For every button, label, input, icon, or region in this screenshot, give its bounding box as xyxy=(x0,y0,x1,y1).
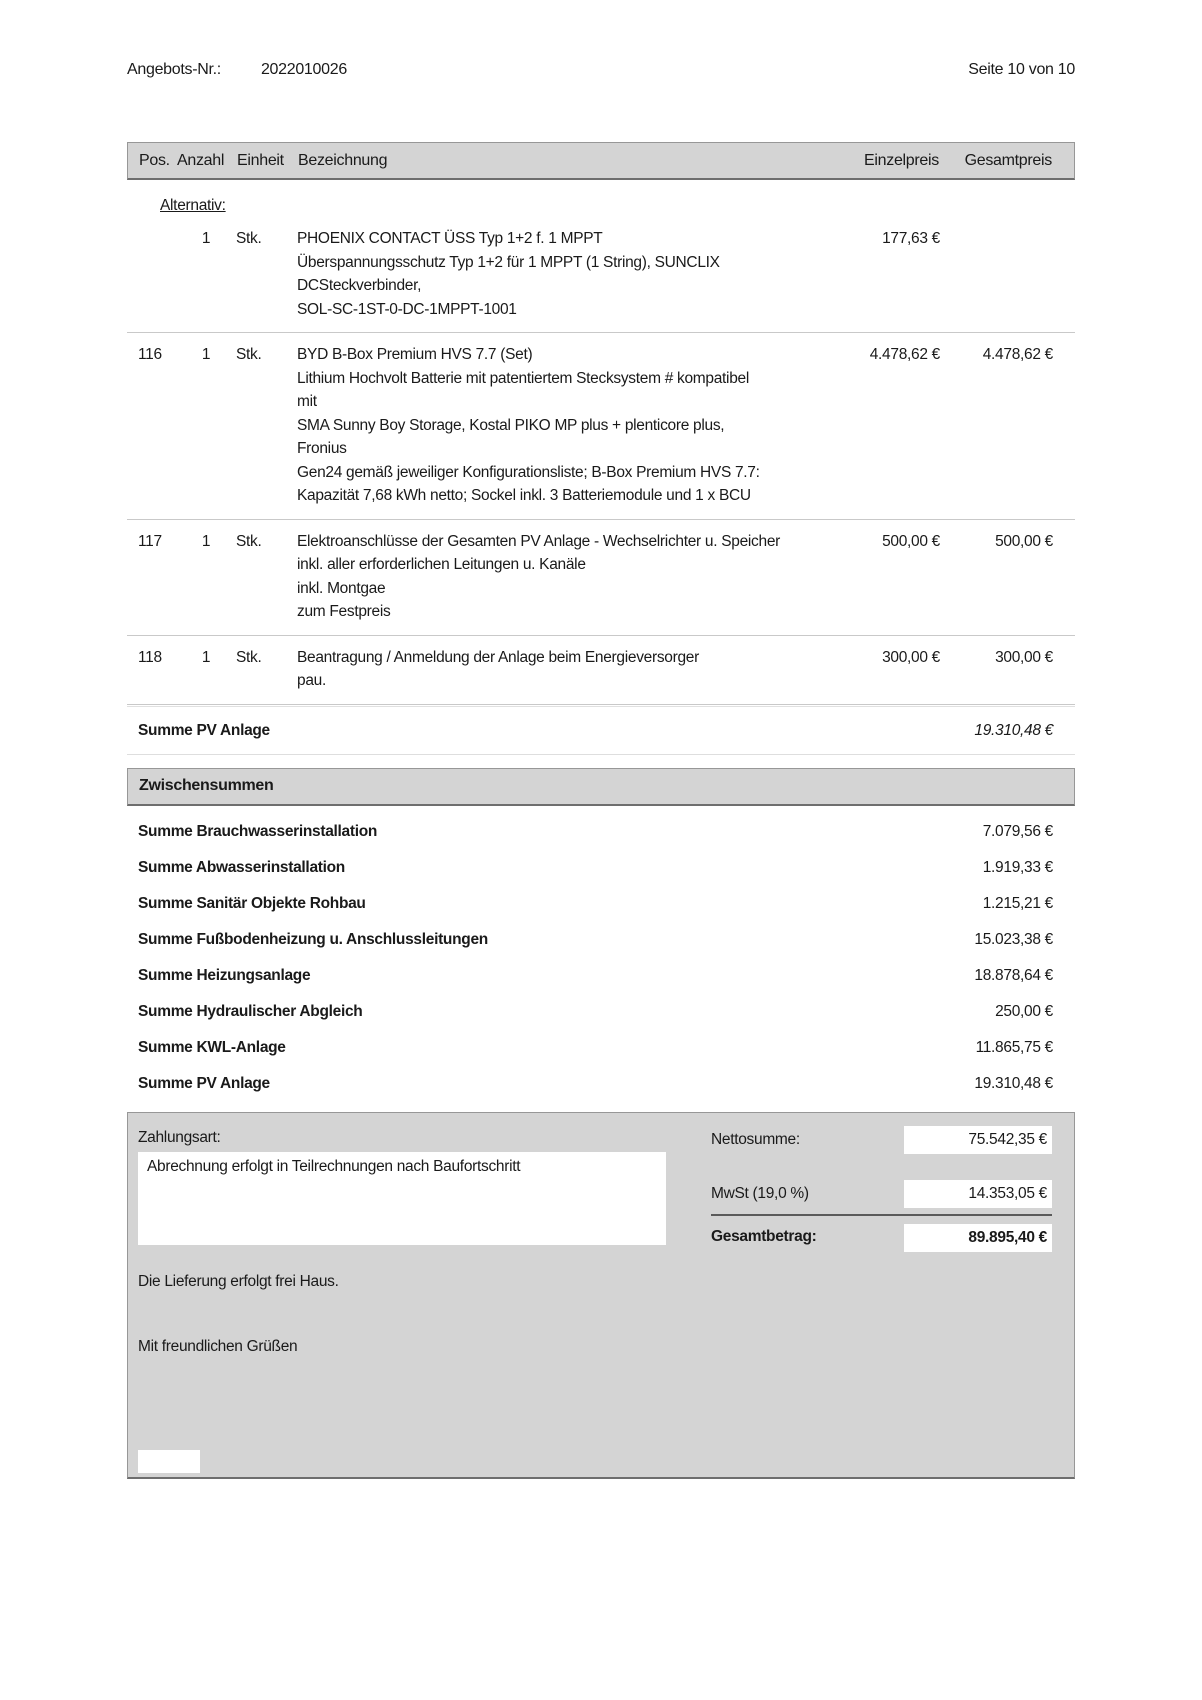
subtotal-value: 1.919,33 € xyxy=(982,858,1053,876)
subtotal-value: 19.310,48 € xyxy=(974,1074,1053,1092)
subtotal-label: Summe Sanitär Objekte Rohbau xyxy=(138,894,366,912)
gesamtbetrag-label: Gesamtbetrag: xyxy=(711,1227,817,1245)
item-einheit: Stk. xyxy=(236,230,262,247)
subtotal-label: Summe PV Anlage xyxy=(138,1074,270,1092)
table-row xyxy=(127,332,1075,519)
gesamtbetrag-field xyxy=(904,1224,1052,1252)
item-gesamtpreis xyxy=(940,227,1053,321)
item-anzahl: 1 xyxy=(201,648,211,666)
item-desc-line: Gen24 gemäß jeweiliger Konfigurationsliste; B-Box Premium HVS 7.7: xyxy=(297,463,760,481)
page-count-label: Seite 10 von 10 xyxy=(968,61,1075,78)
zahlungsart-text: Abrechnung erfolgt in Teilrechnungen nach Baufortschritt xyxy=(147,1157,521,1175)
item-title: BYD B-Box Premium HVS 7.7 (Set) xyxy=(297,346,533,363)
table-sum-label: Summe PV Anlage xyxy=(138,721,270,739)
subtotal-value: 1.215,21 € xyxy=(982,894,1053,912)
item-desc-line: Lithium Hochvolt Batterie mit patentiertem Stecksystem # kompatibel xyxy=(297,369,749,387)
subtotal-label: Summe Abwasserinstallation xyxy=(138,858,345,876)
table-sum-row xyxy=(127,707,1075,755)
payment-summary-box xyxy=(127,1112,1075,1479)
zwischensummen-title: Zwischensummen xyxy=(139,777,274,794)
angebot-number-label: Angebots-Nr.: xyxy=(127,61,221,78)
item-anzahl: 1 xyxy=(201,346,211,363)
item-title: Beantragung / Anmeldung der Anlage beim Energieversorger xyxy=(297,648,699,666)
col-header-bezeichnung: Bezeichnung xyxy=(298,151,388,169)
mwst-value: 14.353,05 € xyxy=(968,1184,1047,1202)
item-einheit: Stk. xyxy=(236,648,262,666)
table-row-alternativ xyxy=(127,217,1075,332)
item-bezeichnung xyxy=(297,530,810,624)
subtotal-label: Summe Heizungsanlage xyxy=(138,966,311,984)
nettosumme-label: Nettosumme: xyxy=(711,1130,800,1148)
subtotal-label: Summe KWL-Anlage xyxy=(138,1038,286,1056)
nettosumme-field xyxy=(904,1126,1052,1154)
item-desc-line: SOL-SC-1ST-0-DC-1MPPT-1001 xyxy=(297,300,517,318)
item-desc-line: SMA Sunny Boy Storage, Kostal PIKO MP plus + plenticore plus, xyxy=(297,416,725,434)
item-einzelpreis: 177,63 € xyxy=(882,230,940,247)
col-header-anzahl: Anzahl xyxy=(177,151,225,169)
item-desc-line: mit xyxy=(297,393,317,410)
subtotal-value: 250,00 € xyxy=(995,1002,1053,1020)
item-einzelpreis: 4.478,62 € xyxy=(869,346,940,363)
nettosumme-value: 75.542,35 € xyxy=(968,1130,1047,1148)
subtotal-row xyxy=(127,1001,1075,1022)
item-desc-line: Kapazität 7,68 kWh netto; Sockel inkl. 3 Batteriemodule und 1 x BCU xyxy=(297,487,751,504)
totals-divider xyxy=(711,1214,1052,1216)
lieferung-note: Die Lieferung erfolgt frei Haus. xyxy=(138,1272,339,1290)
zahlungsart-label: Zahlungsart: xyxy=(138,1128,221,1146)
gruss-note: Mit freundlichen Grüßen xyxy=(138,1337,298,1355)
item-bezeichnung xyxy=(297,227,810,321)
angebot-number-value: 2022010026 xyxy=(260,61,347,78)
item-gesamtpreis: 300,00 € xyxy=(995,648,1053,666)
table-row xyxy=(127,635,1075,704)
item-einzelpreis: 300,00 € xyxy=(882,648,940,666)
item-pos: 117 xyxy=(138,532,162,550)
item-gesamtpreis: 4.478,62 € xyxy=(982,346,1053,363)
subtotal-row xyxy=(127,821,1075,842)
item-title: PHOENIX CONTACT ÜSS Typ 1+2 f. 1 MPPT xyxy=(297,230,603,247)
item-pos: 116 xyxy=(138,346,162,363)
gesamtbetrag-value: 89.895,40 € xyxy=(968,1228,1047,1246)
subtotal-value: 7.079,56 € xyxy=(982,822,1053,840)
subtotal-row xyxy=(127,1037,1075,1058)
subtotal-label: Summe Hydraulischer Abgleich xyxy=(138,1002,363,1020)
item-pos xyxy=(127,227,176,321)
mwst-label: MwSt (19,0 %) xyxy=(711,1184,809,1202)
item-einheit: Stk. xyxy=(236,346,262,363)
subtotal-row xyxy=(127,1073,1075,1094)
item-desc-line: Überspannungsschutz Typ 1+2 für 1 MPPT (1 String), SUNCLIX xyxy=(297,253,720,271)
item-einheit: Stk. xyxy=(236,532,262,550)
subtotal-value: 11.865,75 € xyxy=(975,1038,1053,1056)
item-desc-line: pau. xyxy=(297,672,326,689)
page-header xyxy=(127,0,1075,80)
table-row xyxy=(127,519,1075,635)
signature-field xyxy=(138,1450,200,1473)
item-desc-line: DCSteckverbinder, xyxy=(297,277,422,294)
item-einzelpreis: 500,00 € xyxy=(882,532,940,550)
angebot-header-left xyxy=(127,60,347,80)
col-header-pos: Pos. xyxy=(139,151,170,169)
subtotal-row xyxy=(127,929,1075,950)
col-header-einzelpreis: Einzelpreis xyxy=(864,151,939,169)
item-bezeichnung xyxy=(297,646,810,693)
col-header-einheit: Einheit xyxy=(237,151,284,169)
alternativ-label: Alternativ: xyxy=(160,197,226,214)
table-header-bar xyxy=(127,142,1075,180)
subtotal-row xyxy=(127,965,1075,986)
item-pos: 118 xyxy=(138,648,162,666)
zwischensummen-header-bar xyxy=(127,768,1075,806)
subtotal-row xyxy=(127,857,1075,878)
item-desc-line: zum Festpreis xyxy=(297,603,391,620)
subtotal-value: 15.023,38 € xyxy=(974,930,1053,948)
item-bezeichnung xyxy=(297,343,810,508)
item-anzahl: 1 xyxy=(201,532,211,550)
subtotal-label: Summe Brauchwasserinstallation xyxy=(138,822,378,840)
subtotal-row xyxy=(127,893,1075,914)
document-page xyxy=(127,0,1075,1479)
item-title: Elektroanschlüsse der Gesamten PV Anlage - Wechselrichter u. Speicher xyxy=(297,532,781,550)
subtotal-value: 18.878,64 € xyxy=(974,966,1053,984)
subtotal-label: Summe Fußbodenheizung u. Anschlussleitungen xyxy=(138,930,488,948)
item-gesamtpreis: 500,00 € xyxy=(995,532,1053,550)
mwst-field xyxy=(904,1180,1052,1208)
item-desc-line: inkl. Montgae xyxy=(297,579,386,597)
zahlungsart-field xyxy=(138,1152,666,1245)
item-anzahl: 1 xyxy=(201,230,211,247)
item-desc-line: Fronius xyxy=(297,440,347,457)
col-header-gesamtpreis: Gesamtpreis xyxy=(964,151,1052,169)
table-sum-value: 19.310,48 € xyxy=(974,721,1053,739)
item-desc-line: inkl. aller erforderlichen Leitungen u. Kanäle xyxy=(297,556,586,573)
